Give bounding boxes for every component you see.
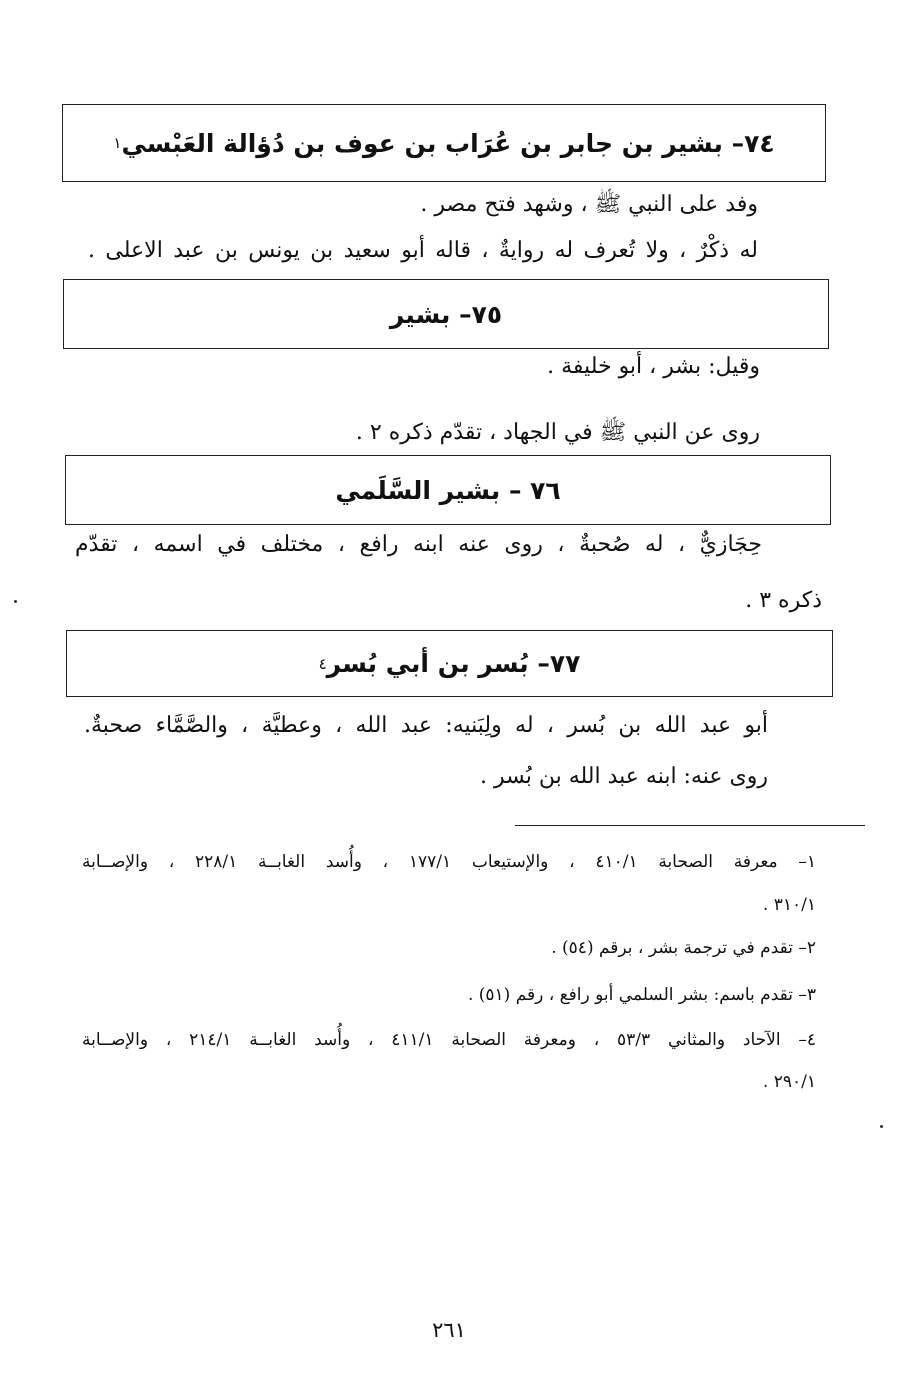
- footnote-ref: ٤: [318, 654, 327, 673]
- scan-speck: [14, 600, 17, 603]
- footnote-line: ٢٩٠/١ .: [762, 1072, 816, 1092]
- footnote-line: ٣– تقدم باسم: بشر السلمي أبو رافع ، رقم (٥١) .: [467, 985, 816, 1005]
- entry-heading-74: [62, 104, 826, 182]
- footnote-line: ٣١٠/١ .: [762, 895, 816, 915]
- entry-text-line: أبو عبد الله بن بُسر ، له ولِبَنيه: عبد الله ، وعطيَّة ، والصَّمَّاء صحبةٌ.: [84, 713, 768, 738]
- footnote-line: ٤– الآحاد والمثاني ٥٣/٣ ، ومعرفة الصحابة ٤١١/١ ، وأُسد الغابــة ٢١٤/١ ، والإصــابة: [82, 1030, 817, 1050]
- footnote-ref: ١: [113, 134, 122, 152]
- footnote-separator: [515, 825, 865, 826]
- entry-heading-text: ٧٧– بُسر بن أبي بُسر: [326, 649, 581, 678]
- scan-speck: [880, 1125, 883, 1128]
- entry-text-line: ذكره ٣ .: [745, 588, 822, 613]
- entry-text-line: روى عنه: ابنه عبد الله بن بُسر .: [479, 764, 768, 789]
- entry-text-line: له ذكْرٌ ، ولا تُعرف له روايةٌ ، قاله أبو سعيد بن يونس بن عبد الاعلى .: [88, 238, 758, 263]
- entry-heading-76: [65, 455, 831, 525]
- footnote-line: ٢– تقدم في ترجمة بشر ، برقم (٥٤) .: [551, 938, 816, 958]
- entry-heading-77: [66, 630, 833, 697]
- entry-heading-text: ٧٥– بشير: [389, 299, 503, 329]
- page-number: ٢٦١: [432, 1318, 466, 1342]
- entry-text-line: روى عن النبي ﷺ في الجهاد ، تقدّم ذكره ٢ .: [355, 420, 760, 445]
- entry-heading-text: ٧٦ – بشير السَّلَمي: [335, 475, 561, 505]
- entry-heading-75: [63, 279, 829, 349]
- entry-text-line: حِجَازيٌّ ، له صُحبةٌ ، روى عنه ابنه رافع ، مختلف في اسمه ، تقدّم: [75, 532, 762, 557]
- entry-text-line: وفد على النبي ﷺ ، وشهد فتح مصر .: [420, 192, 758, 217]
- footnote-line: ١– معرفة الصحابة ٤١٠/١ ، والإستيعاب ١٧٧/١ ، وأُسد الغابــة ٢٢٨/١ ، والإصــابة: [82, 852, 817, 872]
- entry-heading-text: ٧٤– بشير بن جابر بن عُرَاب بن عوف بن دُؤالة العَبْسي: [121, 128, 775, 158]
- entry-text-line: وقيل: بشر ، أبو خليفة .: [547, 354, 760, 379]
